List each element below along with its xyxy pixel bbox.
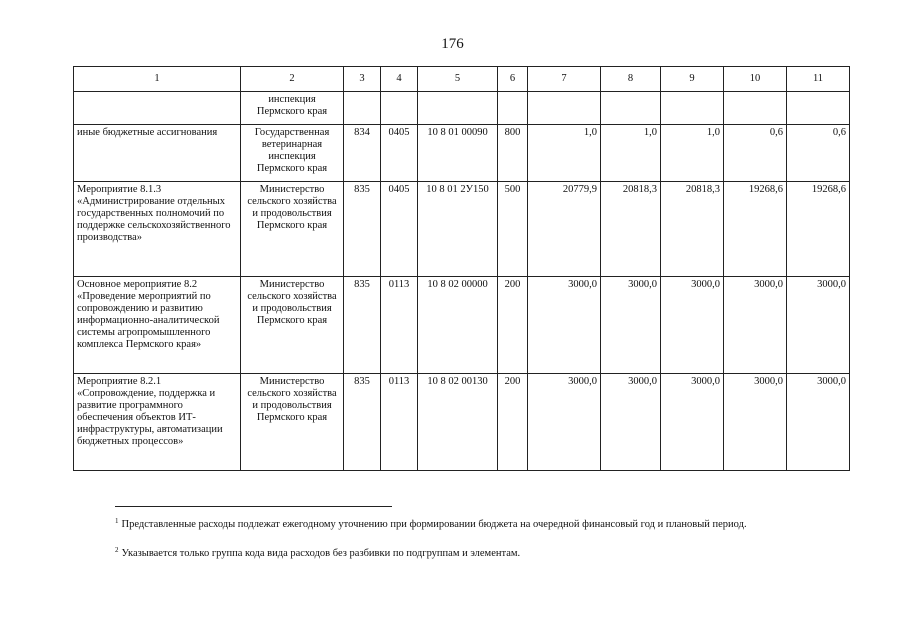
- column-header: 3: [344, 67, 381, 92]
- column-header: 1: [74, 67, 241, 92]
- row-c11-cell: [787, 92, 850, 125]
- row-c5-cell: 10 8 01 00090: [418, 125, 498, 182]
- row-c11-cell: 19268,6: [787, 182, 850, 277]
- row-c3-cell: 835: [344, 277, 381, 374]
- row-c6-cell: [498, 92, 528, 125]
- row-c10-cell: 3000,0: [724, 277, 787, 374]
- column-header: 7: [528, 67, 601, 92]
- row-c9-cell: 3000,0: [661, 374, 724, 471]
- row-c7-cell: 3000,0: [528, 374, 601, 471]
- column-header: 11: [787, 67, 850, 92]
- row-org-cell: Государственная ветеринарная инспекция Пермского края: [241, 125, 344, 182]
- column-header: 9: [661, 67, 724, 92]
- row-c11-cell: 3000,0: [787, 277, 850, 374]
- column-header: 4: [381, 67, 418, 92]
- row-name-cell: Мероприятие 8.2.1 «Сопровождение, поддержка и развитие программного обеспечения объектов ИТ-инфраструктуры, автоматизации бюджетных процессов»: [74, 374, 241, 471]
- row-c11-cell: 0,6: [787, 125, 850, 182]
- row-c8-cell: [601, 92, 661, 125]
- page-number: 176: [441, 36, 464, 52]
- footnote-mark: 2: [115, 545, 119, 554]
- row-c8-cell: 3000,0: [601, 277, 661, 374]
- column-header: 10: [724, 67, 787, 92]
- row-org-cell: Министерство сельского хозяйства и продовольствия Пермского края: [241, 374, 344, 471]
- table-row: [74, 125, 850, 182]
- row-c6-cell: 500: [498, 182, 528, 277]
- row-c9-cell: 20818,3: [661, 182, 724, 277]
- row-c8-cell: 20818,3: [601, 182, 661, 277]
- row-name-cell: [74, 92, 241, 125]
- budget-table: [73, 66, 850, 471]
- row-name-cell: Основное мероприятие 8.2 «Проведение мероприятий по сопровождению и развитию информационно-аналитической системы агропромышленного комплекса Пермского края»: [74, 277, 241, 374]
- footnote-text: Представленные расходы подлежат ежегодному уточнению при формировании бюджета на очередной финансовый год и плановый период.: [121, 519, 747, 530]
- column-header: 2: [241, 67, 344, 92]
- row-c3-cell: 834: [344, 125, 381, 182]
- row-org-cell: инспекция Пермского края: [241, 92, 344, 125]
- row-name-cell: Мероприятие 8.1.3 «Администрирование отдельных государственных полномочий по поддержке сельскохозяйственного производства»: [74, 182, 241, 277]
- row-c5-cell: 10 8 02 00000: [418, 277, 498, 374]
- column-header: 5: [418, 67, 498, 92]
- row-c7-cell: 1,0: [528, 125, 601, 182]
- row-c6-cell: 200: [498, 277, 528, 374]
- table-row: [74, 277, 850, 374]
- row-c4-cell: 0113: [381, 277, 418, 374]
- row-c7-cell: [528, 92, 601, 125]
- footnote-mark: 1: [115, 516, 119, 525]
- footnote-1: [73, 518, 849, 531]
- row-c9-cell: 3000,0: [661, 277, 724, 374]
- row-c10-cell: 19268,6: [724, 182, 787, 277]
- row-c10-cell: 3000,0: [724, 374, 787, 471]
- row-c8-cell: 3000,0: [601, 374, 661, 471]
- row-c5-cell: [418, 92, 498, 125]
- footnote-text: Указывается только группа кода вида расходов без разбивки по подгруппам и элементам.: [121, 548, 521, 559]
- row-c10-cell: 0,6: [724, 125, 787, 182]
- row-org-cell: Министерство сельского хозяйства и продовольствия Пермского края: [241, 182, 344, 277]
- row-c8-cell: 1,0: [601, 125, 661, 182]
- table-row: [74, 182, 850, 277]
- row-c11-cell: 3000,0: [787, 374, 850, 471]
- footnote-2: [73, 547, 849, 560]
- table-row: [74, 374, 850, 471]
- row-c3-cell: 835: [344, 182, 381, 277]
- row-c10-cell: [724, 92, 787, 125]
- column-header: 6: [498, 67, 528, 92]
- row-name-cell: иные бюджетные ассигнования: [74, 125, 241, 182]
- row-c4-cell: 0405: [381, 125, 418, 182]
- row-c9-cell: 1,0: [661, 125, 724, 182]
- table-row: [74, 92, 850, 125]
- column-header: 8: [601, 67, 661, 92]
- row-c6-cell: 200: [498, 374, 528, 471]
- row-c3-cell: [344, 92, 381, 125]
- row-org-cell: Министерство сельского хозяйства и продовольствия Пермского края: [241, 277, 344, 374]
- row-c5-cell: 10 8 02 00130: [418, 374, 498, 471]
- row-c4-cell: 0405: [381, 182, 418, 277]
- row-c9-cell: [661, 92, 724, 125]
- table-header-row: [74, 67, 850, 92]
- footnote-divider: [115, 506, 392, 507]
- row-c7-cell: 20779,9: [528, 182, 601, 277]
- row-c7-cell: 3000,0: [528, 277, 601, 374]
- row-c3-cell: 835: [344, 374, 381, 471]
- row-c5-cell: 10 8 01 2У150: [418, 182, 498, 277]
- row-c4-cell: [381, 92, 418, 125]
- row-c6-cell: 800: [498, 125, 528, 182]
- row-c4-cell: 0113: [381, 374, 418, 471]
